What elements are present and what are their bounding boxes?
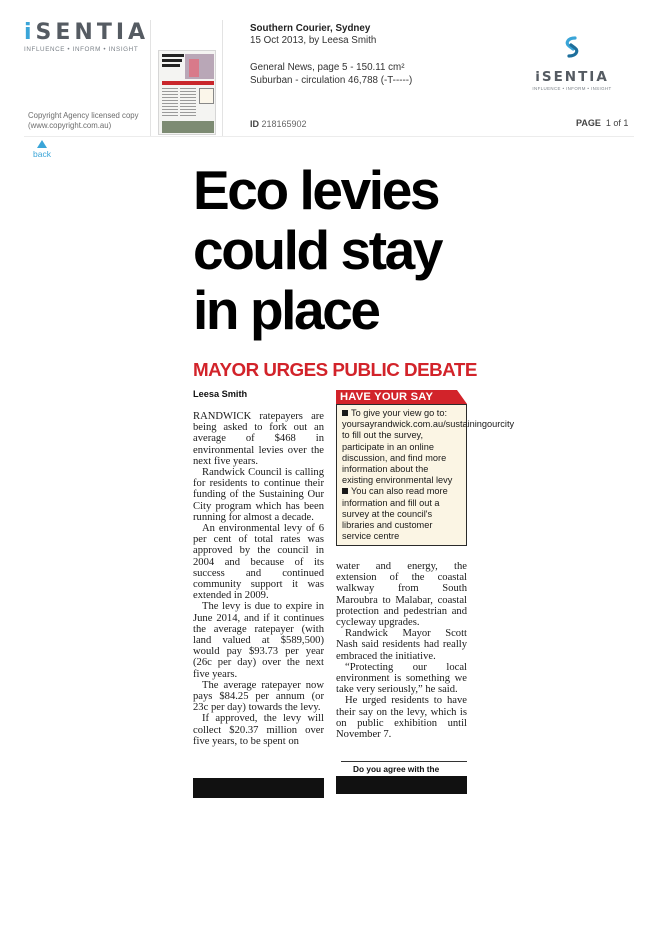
have-your-say-item-1: To give your view go to: yoursayrandwick.com.au/sustainingourcity to fill out the survey, participate in an online discussion, and find more information about the existing environmental levy xyxy=(342,408,515,486)
have-your-say-item-2: You can also read more information and fill out a survey at the council's libraries and customer service centre xyxy=(342,486,448,542)
col1-paragraph: If approved, the levy will collect $20.37 million over five years, to be spent on xyxy=(193,713,324,747)
bullet-square-icon xyxy=(342,410,348,416)
logo-left-tagline: INFLUENCE • INFORM • INSIGHT xyxy=(24,46,139,53)
section-info: General News, page 5 - 150.11 cm² xyxy=(250,62,405,73)
col1-paragraph: An environmental levy of 6 per cent of total rates was approved by the council in 2004 and because of its success and continued community support it was extended in 2009. xyxy=(193,523,324,602)
col1-paragraph: The levy is due to expire in June 2014, and if it continues the average ratepayer (with land valued at $589,500) would pay $93.73 per year (26c per day) over the next five years. xyxy=(193,601,324,680)
header-rule xyxy=(24,136,634,137)
copyright-notice xyxy=(28,111,139,131)
logo-right-tagline: INFLUENCE • INFORM • INSIGHT xyxy=(532,86,612,91)
id-label: ID xyxy=(250,119,259,129)
logo-left-i: i xyxy=(24,20,36,45)
poll-divider xyxy=(341,761,467,762)
back-arrow-icon xyxy=(37,140,47,148)
col1-paragraph: RANDWICK ratepayers are being asked to fork out an average of $468 in environmental levies over the next five years. xyxy=(193,411,324,467)
poll-question: Do you agree with the xyxy=(353,764,440,774)
isentia-swirl-icon xyxy=(559,34,585,60)
back-link[interactable] xyxy=(31,140,53,159)
headline-line-2: could stay xyxy=(193,219,442,281)
page-thumbnail[interactable] xyxy=(158,50,216,135)
col2-paragraph: Randwick Mayor Scott Nash said residents had really embraced the initiative. xyxy=(336,628,467,662)
logo-right-i: i xyxy=(535,69,542,85)
headline-line-3: in place xyxy=(193,279,379,341)
header-divider-mid xyxy=(222,20,223,136)
publication-name: Southern Courier, Sydney xyxy=(250,23,371,34)
circulation-info: Suburban - circulation 46,788 (-T-----) xyxy=(250,75,413,86)
article-column-1 xyxy=(193,411,324,747)
article-headline xyxy=(193,160,493,340)
headline-line-1: Eco levies xyxy=(193,159,439,221)
col2-paragraph: “Protecting our local environment is something we take very seriously,” he said. xyxy=(336,661,467,696)
col2-paragraph: He urged residents to have their say on the levy, which is on public exhibition until November 7. xyxy=(336,695,467,741)
page-value: 1 of 1 xyxy=(605,118,629,128)
article-id xyxy=(250,119,307,129)
page-indicator xyxy=(576,118,628,128)
have-your-say-title xyxy=(336,390,467,404)
copyright-line-1: Copyright Agency licensed copy xyxy=(28,111,139,120)
article-subhead: MAYOR URGES PUBLIC DEBATE xyxy=(193,359,477,380)
article-column-2 xyxy=(336,561,467,740)
logo-left-word: SENTIA xyxy=(35,20,150,45)
header-divider-left xyxy=(150,20,151,136)
clipping-cutoff-right xyxy=(336,776,467,794)
have-your-say-title-text: HAVE YOUR SAY xyxy=(340,391,434,403)
logo-right-word: SENTIA xyxy=(541,69,609,85)
col1-paragraph: Randwick Council is calling for residents to continue their funding of the Sustaining Our City program which has been running for almost a decade. xyxy=(193,467,324,523)
article-byline: Leesa Smith xyxy=(193,389,248,399)
isentia-logo-right xyxy=(532,34,612,91)
bullet-square-icon xyxy=(342,488,348,494)
isentia-logo-left xyxy=(24,20,150,53)
page-label: PAGE xyxy=(576,118,601,128)
date-author: 15 Oct 2013, by Leesa Smith xyxy=(250,35,377,46)
col2-paragraph: water and energy, the extension of the coastal walkway from South Maroubra to Malabar, coastal protection and pedestrian and cycleway upgrades. xyxy=(336,561,467,629)
back-label: back xyxy=(33,149,51,159)
copyright-line-2: (www.copyright.com.au) xyxy=(28,121,112,130)
col1-paragraph: The average ratepayer now pays $84.25 per annum (or 23c per day) towards the levy. xyxy=(193,679,324,714)
id-value: 218165902 xyxy=(261,119,307,129)
clipping-cutoff-left xyxy=(193,778,324,798)
have-your-say-box xyxy=(336,404,515,546)
